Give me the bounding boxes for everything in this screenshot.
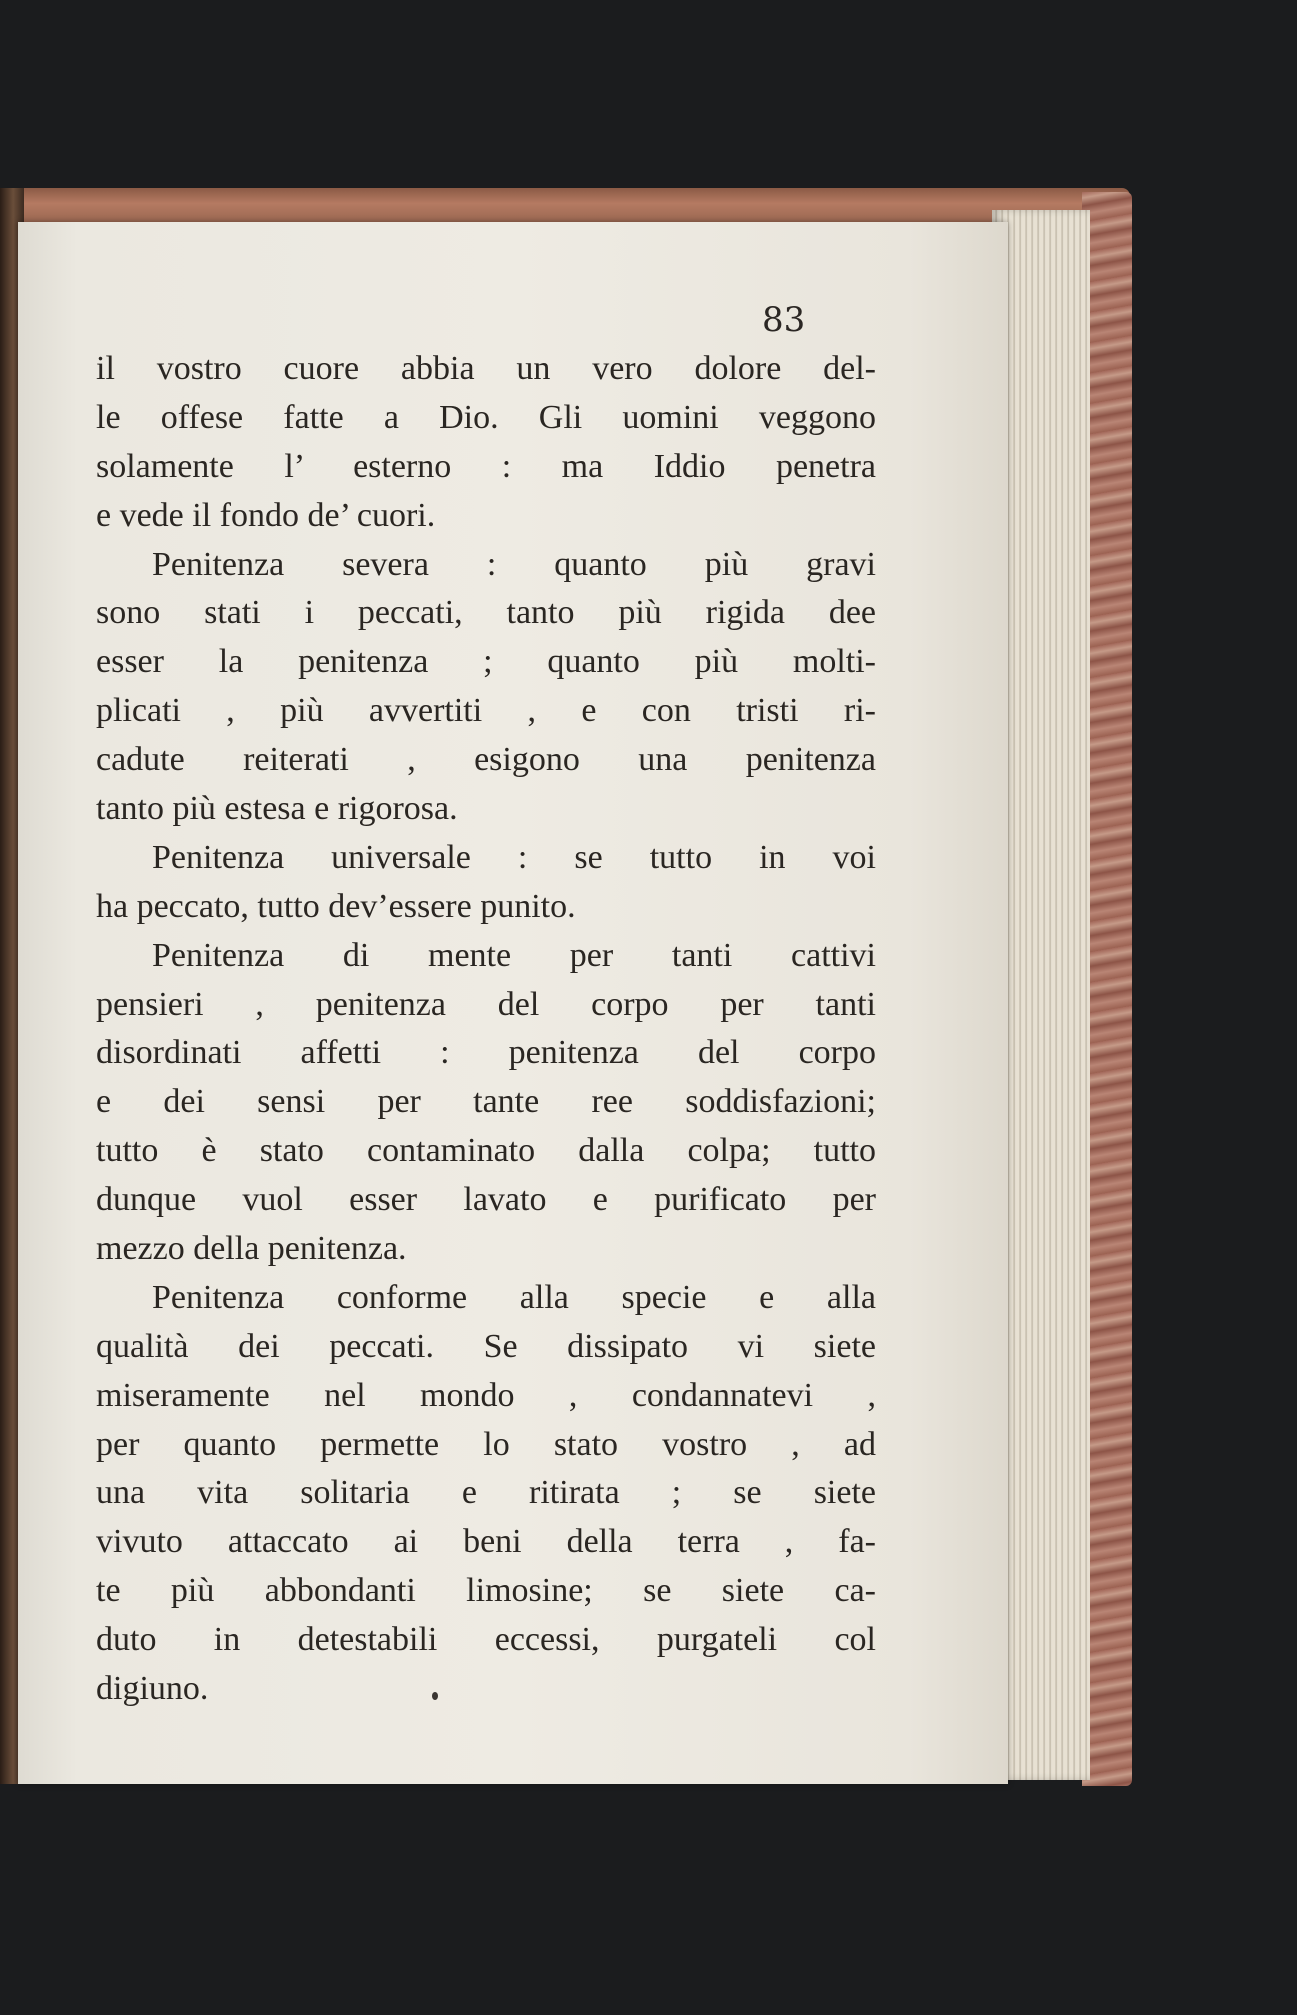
text-line: solamente l’ esterno : ma Iddio penetra bbox=[96, 447, 876, 485]
book-cover-top bbox=[0, 188, 1130, 222]
text-line: esser la penitenza ; quanto più molti- bbox=[96, 643, 876, 681]
text-line: dunque vuol esser lavato e purificato per bbox=[96, 1181, 876, 1219]
text-line: disordinati affetti : penitenza del corpo bbox=[96, 1034, 876, 1072]
page-text bbox=[96, 345, 876, 1714]
text-line: e vede il fondo de’ cuori. bbox=[96, 496, 436, 534]
text-line: il vostro cuore abbia un vero dolore del- bbox=[96, 350, 876, 387]
text-line: per quanto permette lo stato vostro , ad bbox=[96, 1425, 876, 1463]
text-line: sono stati i peccati, tanto più rigida dee bbox=[96, 594, 876, 632]
text-line: le offese fatte a Dio. Gli uomini veggono bbox=[96, 398, 876, 436]
text-line: Penitenza conforme alla specie e alla bbox=[152, 1278, 876, 1316]
text-line: duto in detestabili eccessi, purgateli col bbox=[96, 1621, 876, 1659]
text-line: mezzo della penitenza. bbox=[96, 1230, 407, 1268]
text-line: cadute reiterati , esigono una penitenza bbox=[96, 741, 876, 779]
text-line: Penitenza severa : quanto più gravi bbox=[152, 545, 876, 583]
text-line: miseramente nel mondo , condannatevi , bbox=[96, 1376, 876, 1414]
text-line: ha peccato, tutto dev’essere punito. bbox=[96, 887, 576, 925]
text-line: plicati , più avvertiti , e con tristi ri- bbox=[96, 692, 876, 730]
page-number: 83 bbox=[762, 300, 806, 340]
text-line: tutto è stato contaminato dalla colpa; tutto bbox=[96, 1132, 876, 1170]
text-line: digiuno. bbox=[96, 1670, 209, 1708]
text-line: qualità dei peccati. Se dissipato vi siete bbox=[96, 1327, 876, 1365]
text-line: una vita solitaria e ritirata ; se siete bbox=[96, 1474, 876, 1512]
text-line: e dei sensi per tante ree soddisfazioni; bbox=[96, 1083, 876, 1121]
text-line: Penitenza universale : se tutto in voi bbox=[152, 838, 876, 876]
text-line: te più abbondanti limosine; se siete ca- bbox=[96, 1572, 876, 1610]
text-line: Penitenza di mente per tanti cattivi bbox=[152, 936, 876, 974]
text-line: pensieri , penitenza del corpo per tanti bbox=[96, 985, 876, 1023]
text-line: tanto più estesa e rigorosa. bbox=[96, 790, 458, 828]
ink-mark bbox=[432, 1692, 438, 1700]
text-line: vivuto attaccato ai beni della terra , fa- bbox=[96, 1523, 876, 1561]
